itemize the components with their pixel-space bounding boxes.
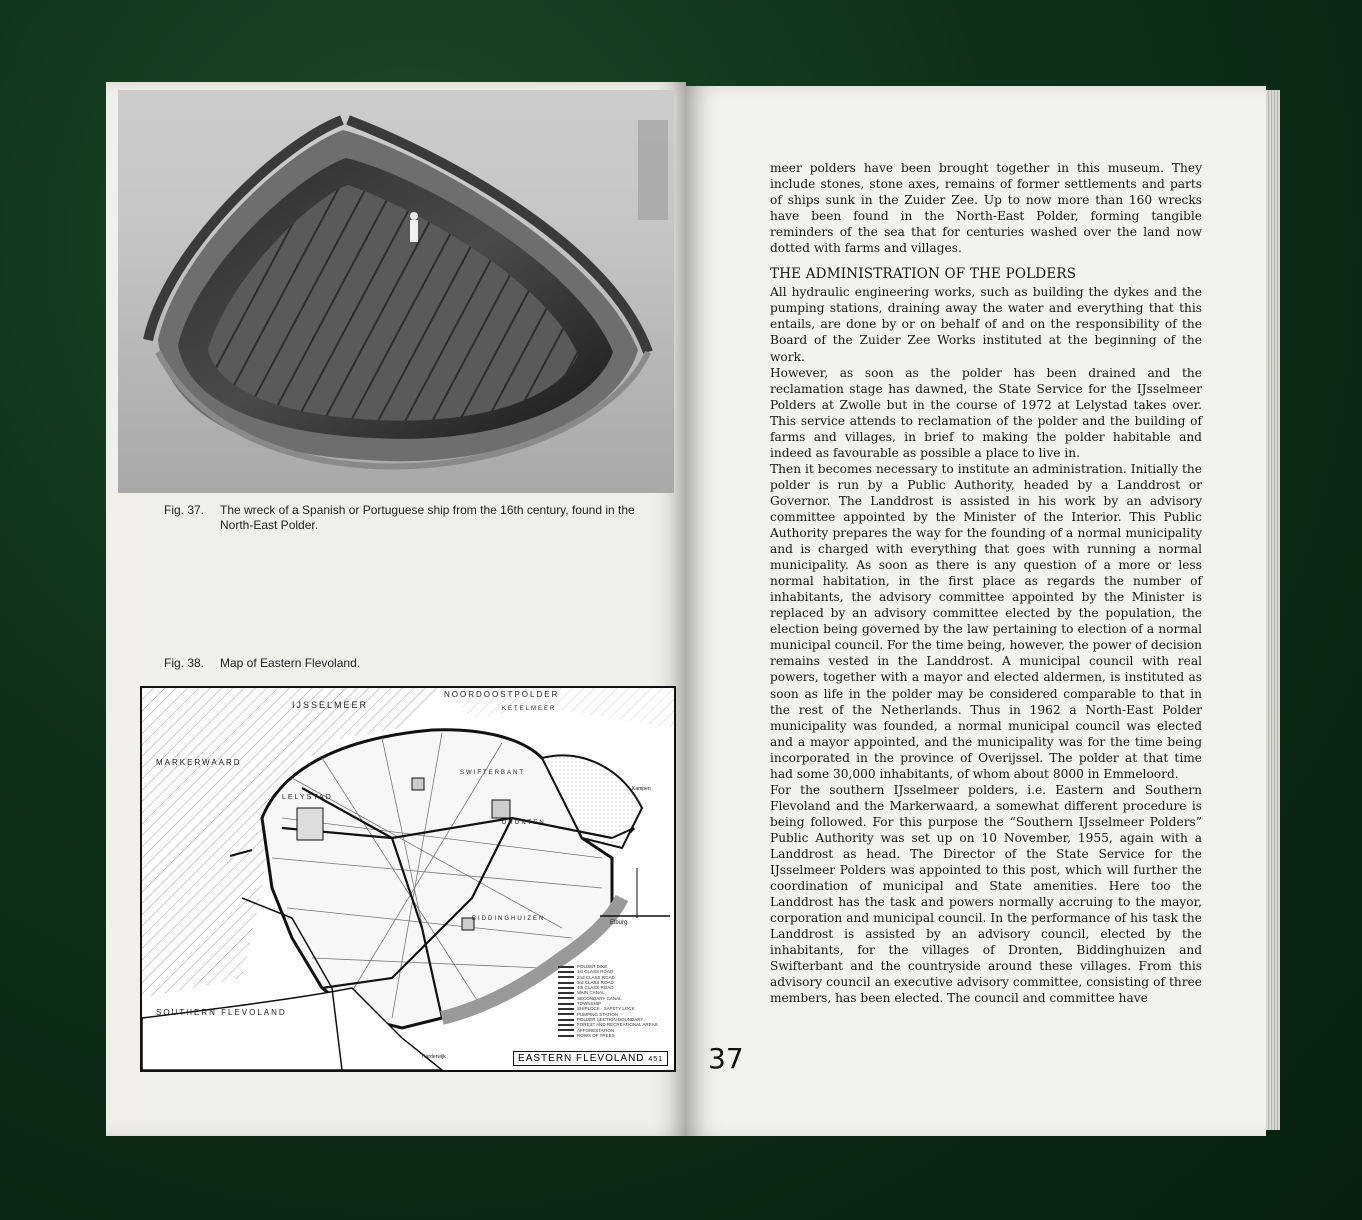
legend-label: SECONDARY CANAL bbox=[577, 995, 622, 1001]
legend-swatch bbox=[558, 1013, 574, 1015]
legend-swatch bbox=[558, 1008, 574, 1010]
body-paragraph: All hydraulic engineering works, such as building the dykes and the pumping stations, draining away the water and everything that this entails, are done by or on behalf of and on the responsibility of the Board of the Zuider Zee Works instituted at the beginning of the work. bbox=[770, 285, 1202, 364]
figure-38-number: Fig. 38. bbox=[164, 656, 205, 670]
body-paragraph: Then it becomes necessary to institute an administration. Initially the polder is run by a Public Authority, headed by a Landdrost or Governor. The Landdrost is assisted in his work by an advisory committee appointed by the Minister of the Interior. This Public Authority prepares the way for the founding of a normal municipality and is charged with everything that goes with running a normal municipality. As soon as there is any question of a more or less normal habitation, in the first place as regards the number of inhabitants, the advisory committee appointed by the Minister is replaced by an advisory committee elected by the population, the election being governed by the law pertaining to election of a normal municipal council. For the time being, however, the power of decision remains vested in the Landdrost. A municipal council with real powers, together with a mayor and elected aldermen, is instituted as soon as life in the polder may be considered comparable to that in the rest of the Netherlands. Thus in 1962 a North-East Polder municipality was founded, a normal municipal council was elected and a mayor appointed, and the municipality was for the time being incorporated in the province of Overijssel. The polder at that time had some 30,000 inhabitants, of whom about 8000 in Emmeloord. bbox=[770, 461, 1202, 781]
right-page bbox=[686, 86, 1266, 1136]
legend-label: AFFORESTATION bbox=[577, 1027, 615, 1033]
intro-paragraph: meer polders have been brought together in this museum. They include stones, stone axes, remains of former settlements and parts of ships sunk in the Zuider Zee. Up to now more than 160 wrecks have been found in the North-East Polder, forming tangible reminders of the sea that for centuries washed over the land now dotted with farms and villages. bbox=[770, 161, 1202, 256]
legend-swatch bbox=[558, 982, 574, 984]
legend-swatch bbox=[558, 966, 574, 968]
legend-label: PUMPING STATION bbox=[577, 1011, 619, 1017]
ship-wreck-photo bbox=[118, 90, 674, 493]
eastern-flevoland-map bbox=[140, 686, 676, 1072]
map-label-lelystad: LELYSTAD bbox=[282, 794, 333, 801]
legend-label: POLDER DIKE bbox=[577, 964, 608, 969]
legend-swatch bbox=[558, 971, 574, 973]
legend-label: FOREST AND RECREATIONAL AREAS bbox=[577, 1022, 658, 1028]
legend-swatch bbox=[558, 1019, 574, 1021]
map-label-harderwijk: Harderwijk bbox=[422, 1054, 446, 1060]
left-page bbox=[106, 82, 686, 1136]
legend-label: SHIPLOCK · SAFETY LOCK bbox=[577, 1006, 635, 1012]
open-book bbox=[96, 82, 1280, 1140]
map-label-biddinghuizen: BIDDINGHUIZEN bbox=[472, 916, 546, 922]
map-label-ketelmeer: KETELMEER bbox=[502, 706, 557, 712]
body-paragraph: For the southern IJsselmeer polders, i.e. Eastern and Southern Flevoland and the Markerwaard, a somewhat different procedure is being followed. For this purpose the “Southern IJsselmeer Polders” Public Authority was set up on 10 November, 1955, again with a Landdrost as head. The Director of the State Service for the IJsselmeer Polders was appointed to this post, which will further the coordination of municipal and State amenities. Here too the Landdrost has the task and powers normally accruing to the mayor, corporation and municipal council. In the performance of his task the Landdrost is assisted by an advisory council, elected by the inhabitants, for the villages of Dronten, Biddinghuizen and Swifterbant and the countryside around these villages. From this advisory council an executive advisory committee, consisting of three members, has been elected. The council and committee have bbox=[770, 782, 1202, 1006]
ship-wreck-image bbox=[118, 90, 674, 493]
page-edges bbox=[1266, 90, 1280, 1130]
map-legend bbox=[558, 964, 658, 1038]
map-title-box bbox=[513, 1051, 668, 1066]
legend-swatch bbox=[558, 992, 574, 994]
legend-swatch bbox=[558, 1035, 574, 1037]
map-title: EASTERN FLEVOLAND bbox=[518, 1053, 645, 1064]
map-label-dronten: DRONTEN bbox=[502, 820, 546, 826]
legend-label: 3rd CLASS ROAD bbox=[577, 979, 614, 985]
figure-37-number: Fig. 37. bbox=[164, 503, 205, 517]
legend-label: 1st CLASS ROAD bbox=[577, 969, 614, 975]
legend-label: 4th CLASS ROAD bbox=[577, 985, 614, 991]
map-label-noordoostpolder: NOORDOOSTPOLDER bbox=[444, 690, 560, 699]
legend-swatch bbox=[558, 1029, 574, 1031]
map-label-markerwaard: MARKERWAARD bbox=[156, 758, 242, 767]
legend-swatch bbox=[558, 1003, 574, 1005]
legend-swatch bbox=[558, 997, 574, 999]
legend-label: MAIN CANAL bbox=[577, 990, 605, 996]
map-label-swifterbant: SWIFTERBANT bbox=[460, 770, 525, 776]
legend-label: 2nd CLASS ROAD bbox=[577, 974, 615, 980]
legend-swatch bbox=[558, 1024, 574, 1026]
legend-label: ROWS OF TREES bbox=[577, 1032, 615, 1038]
legend-label: TOWNSHIP bbox=[577, 1001, 602, 1007]
legend-item bbox=[558, 1033, 658, 1038]
map-label-elburg: Elburg bbox=[610, 920, 628, 926]
section-heading: THE ADMINISTRATION OF THE POLDERS bbox=[770, 266, 1077, 283]
figure-37-text: The wreck of a Spanish or Portuguese ship from the 16th century, found in the North-East Polder. bbox=[220, 503, 635, 532]
page-number: 37 bbox=[708, 1042, 744, 1075]
map-label-kampen: Kampen bbox=[632, 786, 651, 792]
body-text-column bbox=[770, 160, 1202, 1006]
map-label-southern-flevoland: SOUTHERN FLEVOLAND bbox=[156, 1008, 287, 1017]
legend-swatch bbox=[558, 976, 574, 978]
figure-38-text: Map of Eastern Flevoland. bbox=[220, 656, 361, 670]
legend-label: POLDER SECTION BOUNDARY bbox=[577, 1016, 644, 1022]
legend-swatch bbox=[558, 987, 574, 989]
map-label-ijsselmeer: IJSSELMEER bbox=[292, 700, 369, 710]
map-title-code: 451 bbox=[648, 1056, 663, 1063]
body-paragraph: However, as soon as the polder has been drained and the reclamation stage has dawned, the State Service for the IJsselmeer Polders at Zwolle but in the course of 1972 at Lelystad takes over. This service attends to reclamation of the polder and the building of farms and villages, in brief to making the polder habitable and indeed as favourable as possible a place to live in. bbox=[770, 365, 1202, 460]
